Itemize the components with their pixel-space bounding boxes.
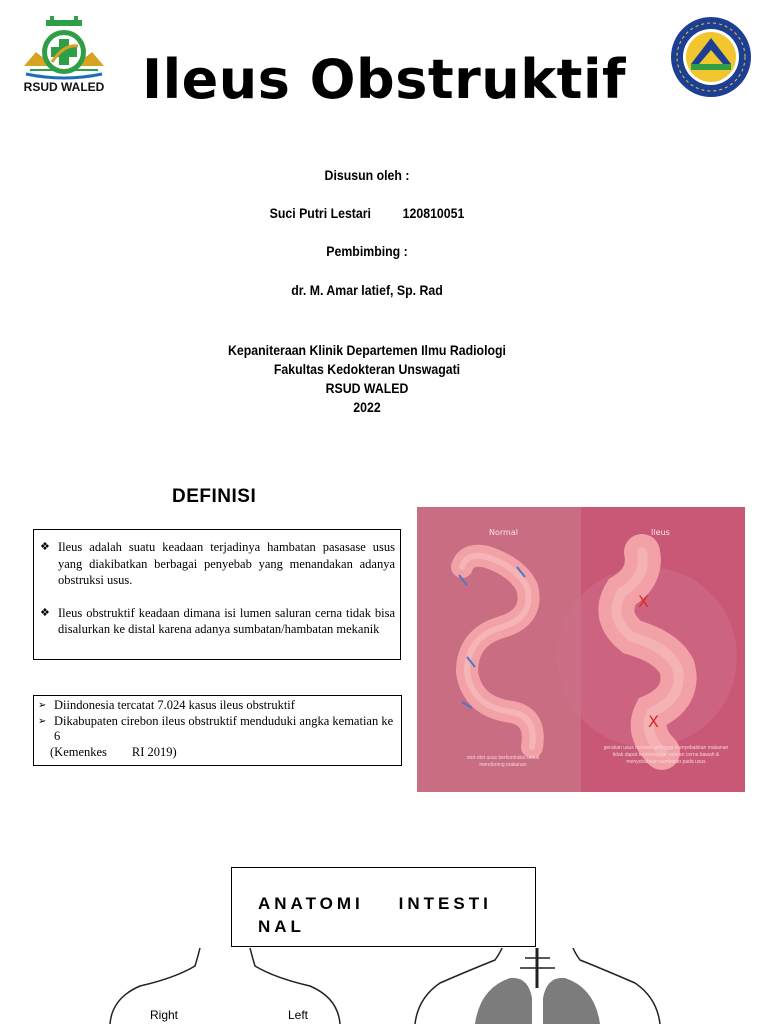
ileus-caption: gerakan usus terhenti sehingga menyebabkan makanan tidak dapat terdorong ke saluran cerna bawah & menyebabkan sumbatan pada usus	[603, 745, 729, 765]
rsud-logo-text: RSUD WALED	[23, 80, 105, 94]
author-line	[44, 205, 690, 221]
anatomy-heading-line2: NAL	[258, 917, 305, 936]
blockage-mark-bottom: X	[648, 712, 659, 731]
institution-line2: Fakultas Kedokteran Unswagati	[273, 361, 461, 377]
stat-item	[38, 698, 397, 714]
page-title: Ileus Obstruktif	[142, 48, 626, 111]
label-left: Left	[288, 1008, 309, 1022]
normal-label: Normal	[489, 528, 518, 537]
definition-box	[33, 529, 401, 660]
anatomy-sketch-front	[100, 948, 350, 1024]
anatomy-heading-box	[231, 867, 536, 947]
stat-item	[38, 714, 397, 745]
blockage-mark-top: X	[638, 592, 649, 611]
institution-line1: Kepaniteraan Klinik Departemen Ilmu Radiologi	[228, 342, 506, 358]
thorax-organs-icon	[410, 948, 665, 1024]
institution-line3: RSUD WALED	[325, 380, 409, 396]
stat-text: Dikabupaten cirebon ileus obstruktif menduduki angka kematian ke 6	[54, 713, 394, 743]
ileus-label: Ileus	[651, 528, 670, 537]
supervisor-name: dr. M. Amar latief, Sp. Rad	[291, 282, 443, 298]
definition-item	[40, 539, 395, 589]
definition-text: Ileus adalah suatu keadaan terjadinya hambatan pasasase usus yang diakibatkan berbagai penyebab yang menandakan adanya obstruksi usus.	[58, 540, 395, 587]
author-id: 120810051	[402, 205, 465, 221]
diamond-bullet-icon: ❖	[40, 606, 50, 619]
torso-outline-icon	[100, 948, 350, 1024]
compiled-by-label: Disusun oleh :	[324, 167, 410, 183]
arrow-bullet-icon: ➢	[38, 700, 47, 711]
anatomy-heading-line1: ANATOMI INTESTI	[258, 894, 492, 913]
stat-source: (Kemenkes RI 2019)	[50, 744, 177, 759]
stat-text: Diindonesia tercatat 7.024 kasus ileus obstruktif	[54, 698, 295, 712]
definition-text: Ileus obstruktif keadaan dimana isi lumen saluran cerna tidak bisa disalurkan ke distal karena adanya sumbatan/hambatan mekanik	[58, 605, 395, 636]
normal-caption: otot-otot usus berkontraksi untuk mendorong makanan	[466, 755, 540, 768]
intestine-illustration	[417, 507, 745, 792]
anatomy-sketch-organs	[410, 948, 665, 1024]
definition-item	[40, 605, 395, 638]
statistics-box	[33, 695, 402, 766]
arrow-bullet-icon: ➢	[38, 715, 47, 727]
institution-year: 2022	[353, 399, 381, 415]
author-name: Suci Putri Lestari	[269, 205, 371, 221]
supervisor-label: Pembimbing :	[326, 243, 408, 259]
definisi-heading: DEFINISI	[172, 486, 257, 507]
diamond-bullet-icon: ❖	[40, 541, 50, 553]
label-right: Right	[150, 1008, 179, 1022]
